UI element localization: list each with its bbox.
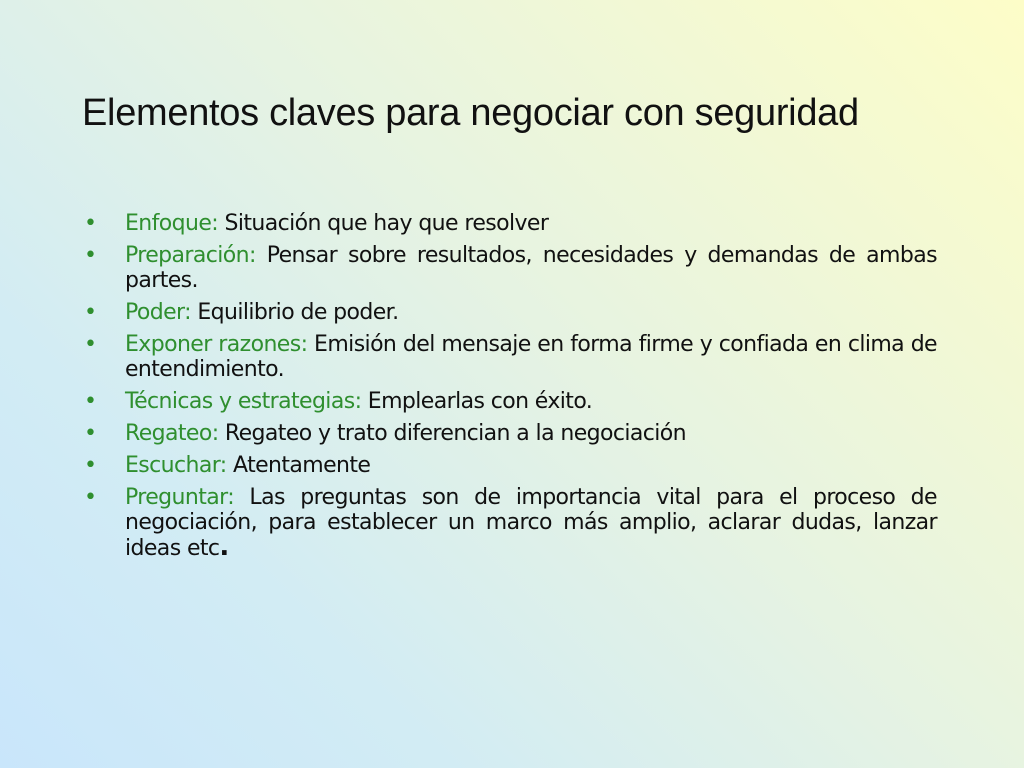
bullet-icon: • <box>84 421 97 446</box>
bullet-text: Regateo y trato diferencian a la negociación <box>224 421 686 446</box>
list-item <box>84 243 937 293</box>
bullet-icon: • <box>84 453 97 478</box>
bullet-text: Atentamente <box>233 453 371 478</box>
bullet-term: Escuchar: <box>125 453 227 478</box>
list-item <box>84 389 937 414</box>
bullet-icon: • <box>84 485 97 510</box>
bullet-icon: • <box>84 300 97 325</box>
bullet-text: Equilibrio de poder. <box>197 300 399 325</box>
bullet-text: Emisión del mensaje en forma firme y confiada en clima de entendimiento. <box>125 332 937 382</box>
list-item <box>84 421 937 446</box>
bullet-term: Exponer razones: <box>125 332 308 357</box>
bullet-term: Enfoque: <box>125 211 219 236</box>
bullet-text: Pensar sobre resultados, necesidades y demandas de ambas partes. <box>125 243 937 293</box>
list-item <box>84 300 937 325</box>
bullet-text: Situación que hay que resolver <box>224 211 549 236</box>
bullet-icon: • <box>84 332 97 357</box>
list-item <box>84 453 937 478</box>
list-item <box>84 211 937 236</box>
bullet-icon: • <box>84 243 97 268</box>
bullet-term: Regateo: <box>125 421 219 446</box>
bullet-term: Preguntar: <box>125 485 235 510</box>
list-item <box>84 332 937 382</box>
bullet-icon: • <box>84 389 97 414</box>
bullet-icon: • <box>84 211 97 236</box>
bullet-text: Emplearlas con éxito. <box>367 389 593 414</box>
bullet-term: Preparación: <box>125 243 256 268</box>
list-item <box>84 485 937 561</box>
bullet-term: Poder: <box>125 300 191 325</box>
bullet-list <box>84 211 937 568</box>
bullet-term: Técnicas y estrategias: <box>125 389 362 414</box>
bullet-end-mark: . <box>219 532 229 562</box>
bullet-text: Las preguntas son de importancia vital para el proceso de negociación, para establecer un marco más amplio, aclarar dudas, lanzar ideas etc <box>125 485 937 561</box>
slide-title: Elementos claves para negociar con seguridad <box>82 92 859 134</box>
